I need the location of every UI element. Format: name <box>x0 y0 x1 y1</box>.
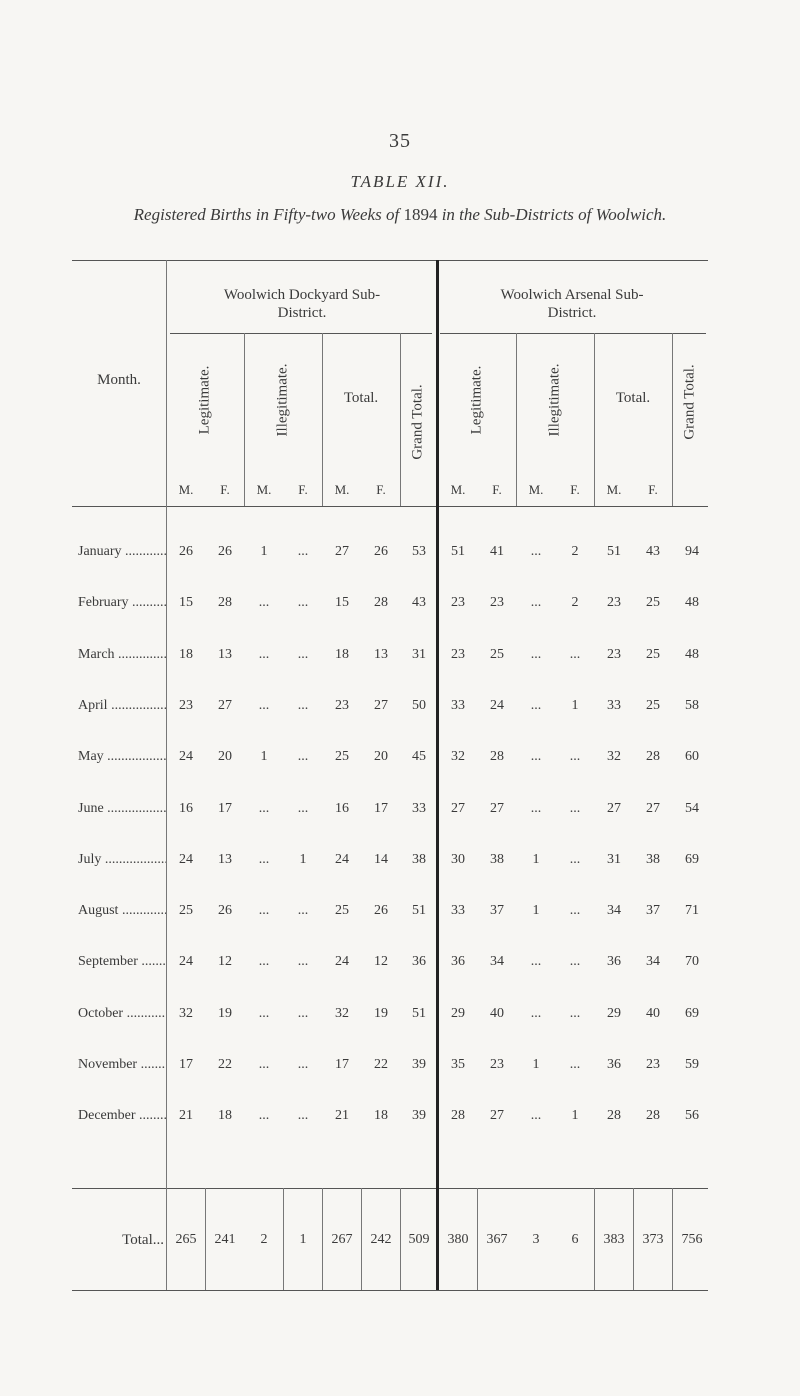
cell-a-leg-f: 25 <box>490 646 504 662</box>
cell-a-tot-f: 25 <box>646 697 660 713</box>
total-d-tot-m: 267 <box>331 1232 353 1247</box>
arsenal-tot-f: F. <box>648 482 658 497</box>
cell-a-ill-m: ... <box>530 800 542 816</box>
arsenal-total-header: Total. <box>615 390 651 406</box>
cell-d-grand: 39 <box>412 1057 426 1072</box>
cell-a-tot-f: 40 <box>646 1005 660 1021</box>
cell-a-tot-f: 28 <box>646 1108 660 1124</box>
dockyard-total-header: Total. <box>343 390 379 406</box>
cell-d-grand: 43 <box>412 595 426 611</box>
cell-a-leg-m: 27 <box>451 800 465 816</box>
title-year: 1894 <box>403 205 438 224</box>
total-a-tot-f: 373 <box>642 1232 664 1247</box>
cell-a-tot-m: 33 <box>607 697 621 713</box>
cell-a-tot-f: 34 <box>646 954 660 970</box>
cell-a-leg-f: 40 <box>490 1005 504 1021</box>
cell-d-ill-m: 1 <box>260 749 268 765</box>
dockyard-tot-m: M. <box>334 482 350 497</box>
total-d-tot-f: 242 <box>370 1232 392 1247</box>
cell-a-leg-f: 23 <box>490 1057 504 1072</box>
cell-a-tot-f: 43 <box>646 544 660 559</box>
cell-d-grand: 39 <box>412 1108 426 1124</box>
cell-a-grand: 94 <box>685 544 699 559</box>
dockyard-illegitimate-header: Illegitimate. <box>274 363 291 437</box>
cell-a-tot-f: 28 <box>646 749 660 765</box>
cell-d-ill-f: ... <box>297 1057 309 1072</box>
total-a-leg-f: 367 <box>486 1232 508 1247</box>
cell-d-leg-f: 13 <box>218 851 232 867</box>
month-label: October ..... <box>78 1006 166 1022</box>
cell-a-ill-m: ... <box>530 1108 542 1124</box>
cell-a-tot-f: 23 <box>646 1057 660 1072</box>
cell-d-ill-m: ... <box>258 697 270 713</box>
cell-d-leg-m: 17 <box>179 1057 193 1072</box>
total-d-ill-f: 1 <box>299 1232 307 1247</box>
cell-d-tot-m: 21 <box>335 1108 349 1124</box>
cell-d-tot-m: 18 <box>335 646 349 662</box>
cell-d-tot-f: 28 <box>374 595 388 611</box>
month-label: March ..... <box>78 647 166 663</box>
cell-d-ill-f: ... <box>297 749 309 765</box>
cell-d-tot-m: 27 <box>335 544 349 559</box>
cell-d-ill-m: ... <box>258 954 270 970</box>
total-a-leg-m: 380 <box>447 1232 469 1247</box>
cell-d-ill-f: ... <box>297 646 309 662</box>
cell-d-leg-m: 16 <box>179 800 193 816</box>
total-d-leg-m: 265 <box>175 1232 197 1247</box>
vrule-d-leg <box>244 333 245 506</box>
cell-a-grand: 69 <box>685 1005 699 1021</box>
cell-a-ill-f: ... <box>569 1057 581 1072</box>
cell-d-ill-m: ... <box>258 1005 270 1021</box>
cell-a-leg-m: 30 <box>451 851 465 867</box>
cell-a-leg-m: 23 <box>451 595 465 611</box>
total-d-grand: 509 <box>408 1232 430 1247</box>
cell-d-tot-m: 32 <box>335 1005 349 1021</box>
cell-a-ill-m: ... <box>530 954 542 970</box>
cell-a-grand: 59 <box>685 1057 699 1072</box>
arsenal-legitimate-header: Legitimate. <box>468 365 485 435</box>
cell-a-ill-f: ... <box>569 851 581 867</box>
cell-d-tot-m: 16 <box>335 800 349 816</box>
cell-d-grand: 51 <box>412 903 426 919</box>
cell-a-leg-m: 51 <box>451 544 465 559</box>
cell-d-leg-f: 27 <box>218 697 232 713</box>
cell-a-ill-f: 1 <box>571 1108 579 1124</box>
month-label: November ..... <box>78 1057 166 1073</box>
cell-d-leg-f: 20 <box>218 749 232 765</box>
cell-d-tot-m: 17 <box>335 1057 349 1072</box>
total-a-tot-m: 383 <box>603 1232 625 1247</box>
cell-a-tot-m: 32 <box>607 749 621 765</box>
total-label: Total... <box>122 1232 164 1248</box>
cell-d-ill-f: 1 <box>299 851 307 867</box>
cell-d-tot-f: 26 <box>374 903 388 919</box>
cell-d-grand: 31 <box>412 646 426 662</box>
cell-d-grand: 33 <box>412 800 426 816</box>
cell-d-leg-m: 24 <box>179 954 193 970</box>
vrule-a-leg <box>516 333 517 506</box>
cell-a-ill-m: 1 <box>532 851 540 867</box>
cell-d-ill-m: 1 <box>260 544 268 559</box>
cell-d-tot-m: 25 <box>335 903 349 919</box>
cell-a-ill-m: 1 <box>532 1057 540 1072</box>
rule-total-top <box>72 1188 708 1189</box>
table-label: TABLE XII. <box>350 172 450 191</box>
cell-a-ill-m: ... <box>530 749 542 765</box>
cell-d-tot-f: 17 <box>374 800 388 816</box>
cell-d-ill-m: ... <box>258 851 270 867</box>
arsenal-illegitimate-header: Illegitimate. <box>546 363 563 437</box>
cell-d-tot-f: 13 <box>374 646 388 662</box>
cell-d-leg-m: 21 <box>179 1108 193 1124</box>
cell-d-ill-f: ... <box>297 544 309 559</box>
cell-a-tot-m: 28 <box>607 1108 621 1124</box>
cell-a-leg-m: 36 <box>451 954 465 970</box>
cell-a-tot-m: 36 <box>607 1057 621 1072</box>
cell-d-tot-f: 12 <box>374 954 388 970</box>
cell-a-leg-f: 37 <box>490 903 504 919</box>
cell-a-tot-m: 23 <box>607 595 621 611</box>
cell-a-tot-m: 23 <box>607 646 621 662</box>
cell-a-tot-f: 38 <box>646 851 660 867</box>
cell-d-leg-f: 22 <box>218 1057 232 1072</box>
cell-a-ill-f: ... <box>569 954 581 970</box>
arsenal-group-header: Woolwich Arsenal Sub-District. <box>500 287 644 321</box>
cell-a-tot-m: 27 <box>607 800 621 816</box>
cell-a-leg-f: 28 <box>490 749 504 765</box>
vrule-d-tot <box>400 333 401 506</box>
cell-a-ill-f: 2 <box>571 595 579 611</box>
cell-a-ill-f: 2 <box>571 544 579 559</box>
total-d-ill-m: 2 <box>260 1232 268 1247</box>
cell-a-tot-m: 31 <box>607 851 621 867</box>
dockyard-ill-f: F. <box>298 482 308 497</box>
month-label: July ..... <box>78 852 166 868</box>
month-label: September ..... <box>78 954 166 970</box>
cell-d-tot-f: 14 <box>374 851 388 867</box>
month-header: Month. <box>97 372 141 388</box>
vrule-a-tot <box>672 333 673 506</box>
month-label: June ..... <box>78 801 166 817</box>
rule-bottom <box>72 1290 708 1291</box>
cell-d-tot-f: 20 <box>374 749 388 765</box>
dockyard-legitimate-header: Legitimate. <box>196 365 213 435</box>
cell-a-grand: 54 <box>685 800 699 816</box>
cell-a-grand: 71 <box>685 903 699 919</box>
cell-d-leg-f: 17 <box>218 800 232 816</box>
cell-a-leg-f: 24 <box>490 697 504 713</box>
cell-d-leg-f: 13 <box>218 646 232 662</box>
cell-d-ill-f: ... <box>297 903 309 919</box>
cell-a-grand: 56 <box>685 1108 699 1124</box>
cell-d-ill-m: ... <box>258 1108 270 1124</box>
cell-a-grand: 48 <box>685 646 699 662</box>
month-label: May ..... <box>78 749 166 765</box>
cell-d-leg-m: 24 <box>179 851 193 867</box>
cell-a-grand: 70 <box>685 954 699 970</box>
cell-a-tot-m: 34 <box>607 903 621 919</box>
dockyard-grand-total-header: Grand Total. <box>409 384 426 460</box>
cell-d-ill-f: ... <box>297 697 309 713</box>
title-before: Registered Births in Fifty-two Weeks of <box>133 205 400 224</box>
cell-a-leg-m: 33 <box>451 697 465 713</box>
cell-d-ill-f: ... <box>297 1108 309 1124</box>
arsenal-grand-total-header: Grand Total. <box>681 364 698 440</box>
cell-d-ill-m: ... <box>258 646 270 662</box>
cell-a-leg-f: 38 <box>490 851 504 867</box>
cell-d-tot-f: 19 <box>374 1005 388 1021</box>
cell-d-ill-m: ... <box>258 903 270 919</box>
cell-a-ill-m: ... <box>530 646 542 662</box>
cell-d-grand: 51 <box>412 1005 426 1021</box>
cell-d-tot-f: 18 <box>374 1108 388 1124</box>
cell-d-tot-m: 15 <box>335 595 349 611</box>
cell-d-ill-f: ... <box>297 954 309 970</box>
title-after: in the Sub-Districts of Woolwich. <box>441 205 667 224</box>
cell-a-ill-f: ... <box>569 800 581 816</box>
cell-a-grand: 48 <box>685 595 699 611</box>
cell-d-ill-m: ... <box>258 595 270 611</box>
rule-top <box>72 260 708 261</box>
cell-a-tot-f: 27 <box>646 800 660 816</box>
cell-a-tot-m: 51 <box>607 544 621 559</box>
cell-a-leg-m: 35 <box>451 1057 465 1072</box>
cell-d-leg-m: 24 <box>179 749 193 765</box>
cell-d-tot-f: 27 <box>374 697 388 713</box>
arsenal-leg-m: M. <box>450 482 466 497</box>
month-label: December ..... <box>78 1108 166 1124</box>
cell-a-leg-f: 34 <box>490 954 504 970</box>
cell-d-grand: 36 <box>412 954 426 970</box>
dockyard-leg-f: F. <box>220 482 230 497</box>
cell-a-ill-m: ... <box>530 595 542 611</box>
cell-a-tot-f: 25 <box>646 646 660 662</box>
cell-a-ill-m: ... <box>530 697 542 713</box>
total-a-grand: 756 <box>681 1232 703 1247</box>
rule-header-bottom <box>72 506 708 507</box>
cell-d-ill-f: ... <box>297 595 309 611</box>
rule-group-left <box>170 333 432 334</box>
cell-d-grand: 50 <box>412 697 426 713</box>
month-label: January ..... <box>78 544 166 560</box>
cell-a-leg-m: 33 <box>451 903 465 919</box>
cell-d-ill-m: ... <box>258 800 270 816</box>
cell-a-leg-m: 28 <box>451 1108 465 1124</box>
cell-d-ill-m: ... <box>258 1057 270 1072</box>
cell-a-ill-f: 1 <box>571 697 579 713</box>
cell-d-leg-f: 12 <box>218 954 232 970</box>
cell-d-leg-m: 18 <box>179 646 193 662</box>
cell-d-leg-f: 26 <box>218 903 232 919</box>
cell-d-leg-m: 23 <box>179 697 193 713</box>
vrule-a-ill <box>594 333 595 506</box>
total-a-ill-m: 3 <box>532 1232 540 1247</box>
cell-a-tot-m: 36 <box>607 954 621 970</box>
cell-a-ill-m: 1 <box>532 903 540 919</box>
arsenal-ill-m: M. <box>528 482 544 497</box>
cell-d-grand: 45 <box>412 749 426 765</box>
cell-a-tot-f: 37 <box>646 903 660 919</box>
arsenal-leg-f: F. <box>492 482 502 497</box>
cell-d-ill-f: ... <box>297 1005 309 1021</box>
total-d-leg-f: 241 <box>214 1232 236 1247</box>
arsenal-ill-f: F. <box>570 482 580 497</box>
dockyard-leg-m: M. <box>178 482 194 497</box>
cell-d-leg-m: 15 <box>179 595 193 611</box>
vrule-divider <box>436 260 439 1290</box>
cell-d-grand: 53 <box>412 544 426 559</box>
cell-a-ill-f: ... <box>569 903 581 919</box>
cell-d-grand: 38 <box>412 851 426 867</box>
dockyard-tot-f: F. <box>376 482 386 497</box>
cell-a-leg-f: 41 <box>490 544 504 559</box>
cell-d-tot-f: 26 <box>374 544 388 559</box>
cell-a-leg-m: 23 <box>451 646 465 662</box>
cell-a-tot-f: 25 <box>646 595 660 611</box>
cell-d-tot-f: 22 <box>374 1057 388 1072</box>
cell-a-leg-m: 29 <box>451 1005 465 1021</box>
cell-a-tot-m: 29 <box>607 1005 621 1021</box>
page-number: 35 <box>389 130 411 152</box>
cell-d-leg-m: 32 <box>179 1005 193 1021</box>
month-label: April ..... <box>78 698 166 714</box>
rule-group-right <box>440 333 706 334</box>
cell-d-leg-m: 25 <box>179 903 193 919</box>
cell-d-leg-f: 26 <box>218 544 232 559</box>
cell-a-ill-f: ... <box>569 749 581 765</box>
cell-a-ill-m: ... <box>530 1005 542 1021</box>
table-title <box>70 204 730 226</box>
cell-d-tot-m: 25 <box>335 749 349 765</box>
cell-a-leg-m: 32 <box>451 749 465 765</box>
cell-a-ill-f: ... <box>569 646 581 662</box>
cell-d-leg-f: 18 <box>218 1108 232 1124</box>
cell-a-ill-m: ... <box>530 544 542 559</box>
month-label: August ..... <box>78 903 166 919</box>
cell-d-leg-m: 26 <box>179 544 193 559</box>
cell-a-leg-f: 27 <box>490 800 504 816</box>
cell-d-ill-f: ... <box>297 800 309 816</box>
cell-d-tot-m: 24 <box>335 851 349 867</box>
cell-a-ill-f: ... <box>569 1005 581 1021</box>
cell-d-tot-m: 24 <box>335 954 349 970</box>
total-a-ill-f: 6 <box>571 1232 579 1247</box>
vrule-d-ill <box>322 333 323 506</box>
vrule-month <box>166 260 167 1290</box>
cell-a-leg-f: 23 <box>490 595 504 611</box>
cell-a-grand: 69 <box>685 851 699 867</box>
cell-a-leg-f: 27 <box>490 1108 504 1124</box>
cell-a-grand: 60 <box>685 749 699 765</box>
cell-d-leg-f: 19 <box>218 1005 232 1021</box>
arsenal-tot-m: M. <box>606 482 622 497</box>
cell-d-leg-f: 28 <box>218 595 232 611</box>
cell-d-tot-m: 23 <box>335 697 349 713</box>
month-label: February ..... <box>78 595 166 611</box>
dockyard-group-header: Woolwich Dockyard Sub-District. <box>223 287 381 321</box>
cell-a-grand: 58 <box>685 697 699 713</box>
dockyard-ill-m: M. <box>256 482 272 497</box>
